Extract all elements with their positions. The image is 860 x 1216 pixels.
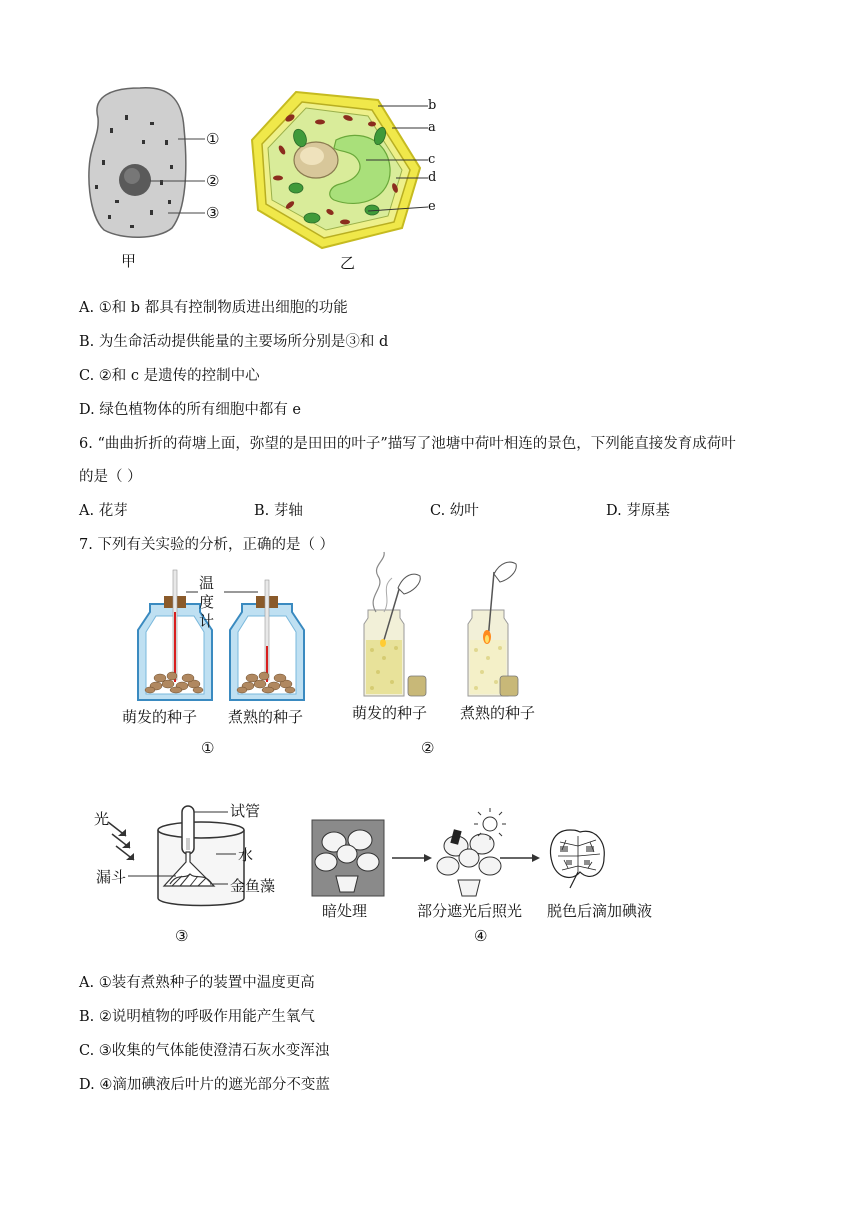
plant-label-c: c (428, 152, 436, 167)
q7-stem: 7. 下列有关实验的分析，正确的是（ ） (79, 537, 335, 553)
q7-option-c: C. ③收集的气体能使澄清石灰水变浑浊 (79, 1043, 330, 1059)
q7-option-a: A. ①装有煮熟种子的装置中温度更高 (79, 975, 315, 991)
fig4-step3: 脱色后滴加碘液 (547, 902, 653, 920)
animal-label-2: ② (206, 172, 220, 190)
plant-label-e: e (428, 199, 436, 214)
q6-option-a: A. 花芽 (79, 503, 128, 519)
q7-option-d: D. ④滴加碘液后叶片的遮光部分不变蓝 (79, 1077, 330, 1093)
fig3-water-label: 水 (238, 846, 254, 864)
plant-label-b: b (428, 98, 437, 113)
animal-label-1: ① (206, 130, 220, 148)
fig3-test-tube-label: 试管 (230, 802, 261, 820)
fig3-number: ③ (175, 927, 189, 945)
animal-label-3: ③ (206, 204, 220, 222)
fig4-number: ④ (474, 927, 488, 945)
q6-option-b: B. 芽轴 (254, 503, 303, 519)
q7-option-b: B. ②说明植物的呼吸作用能产生氧气 (79, 1009, 315, 1025)
plant-label-d: d (428, 170, 437, 185)
plant-cell-caption: 乙 (340, 254, 356, 272)
q5-option-d: D. 绿色植物体的所有细胞中都有 e (79, 402, 302, 418)
fig2-right-caption: 煮熟的种子 (460, 704, 536, 722)
thermometer-label-3: 计 (199, 612, 215, 630)
fig1-right-caption: 煮熟的种子 (228, 708, 304, 726)
fig3-funnel-label: 漏斗 (96, 868, 127, 886)
fig3-plant-label: 金鱼藻 (230, 877, 276, 895)
thermometer-label-1: 温 (199, 574, 215, 592)
fig4-step1: 暗处理 (322, 902, 368, 920)
animal-cell-caption: 甲 (121, 252, 137, 270)
q6-stem-line1: 6. “曲曲折折的荷塘上面，弥望的是田田的叶子”描写了池塘中荷叶相连的景色，下列能直接发育成荷叶 (79, 436, 736, 452)
fig1-number: ① (201, 739, 215, 757)
fig3-light-label: 光 (94, 810, 110, 828)
q6-stem-line2: 的是（ ） (79, 469, 142, 485)
q6-option-c: C. 幼叶 (430, 503, 479, 519)
fig4-step2: 部分遮光后照光 (417, 902, 523, 920)
q5-option-c: C. ②和 c 是遗传的控制中心 (79, 368, 260, 384)
fig2-number: ② (421, 739, 435, 757)
q6-option-d: D. 芽原基 (606, 503, 670, 519)
fig1-left-caption: 萌发的种子 (122, 708, 198, 726)
q5-option-b: B. 为生命活动提供能量的主要场所分别是③和 d (79, 334, 389, 350)
thermometer-label-2: 度 (199, 593, 215, 611)
q5-option-a: A. ①和 b 都具有控制物质进出细胞的功能 (79, 300, 348, 316)
fig2-left-caption: 萌发的种子 (352, 704, 428, 722)
plant-label-a: a (428, 120, 436, 135)
